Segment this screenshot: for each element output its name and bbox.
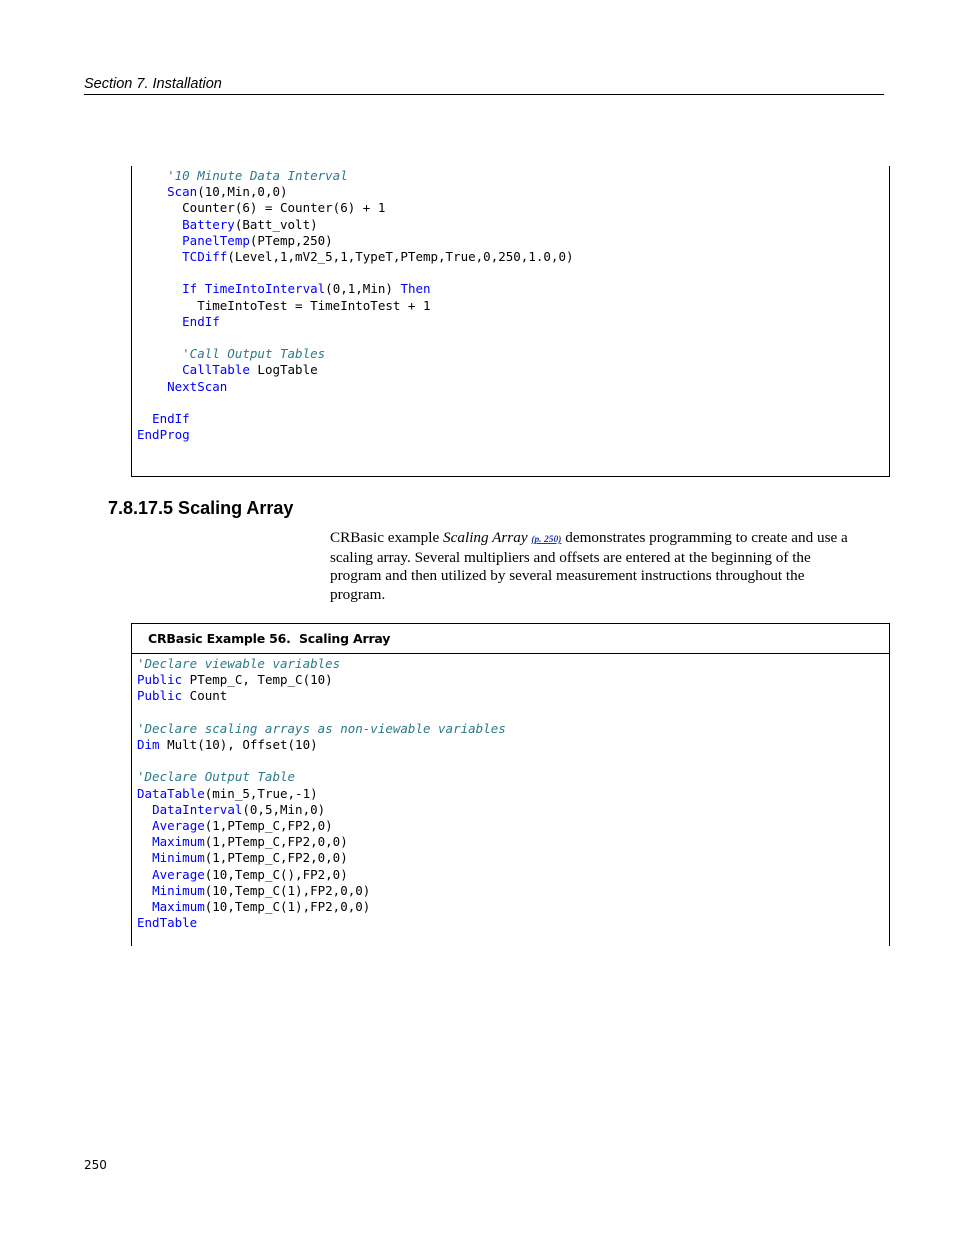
code-line <box>137 899 370 914</box>
code-line <box>137 200 385 215</box>
code-text <box>137 411 152 426</box>
code-line <box>137 721 506 736</box>
code-keyword: EndProg <box>137 427 190 443</box>
example-number: CRBasic Example 56. <box>148 631 291 646</box>
example-name: Scaling Array <box>299 631 391 646</box>
code-text <box>137 834 152 849</box>
code-text <box>137 899 152 914</box>
code-line <box>137 168 348 183</box>
example-reference-title[interactable]: Scaling Array <box>443 529 528 546</box>
code-text <box>137 281 182 296</box>
code-text: (10,Temp_C(1),FP2,0,0) <box>204 899 371 915</box>
code-keyword: DataInterval <box>152 801 243 817</box>
code-keyword: Dim <box>137 737 160 753</box>
code-text <box>137 867 152 882</box>
code-text: (PTemp,250) <box>249 232 333 248</box>
code-text <box>137 314 182 329</box>
code-keyword: NextScan <box>167 378 228 394</box>
code-keyword: Scan <box>167 184 198 200</box>
section-header: Section 7. Installation <box>84 76 884 95</box>
code-keyword: EndIf <box>182 313 220 329</box>
code-text <box>137 233 182 248</box>
code-line <box>137 850 348 865</box>
code-text <box>197 281 205 296</box>
code-comment: 'Declare scaling arrays as non-viewable variables <box>137 720 506 736</box>
code-keyword: Maximum <box>152 834 205 850</box>
code-text: (10,Temp_C(1),FP2,0,0) <box>204 882 371 898</box>
code-text <box>137 818 152 833</box>
code-text: TimeIntoTest = TimeIntoTest + 1 <box>137 297 431 313</box>
code-text <box>137 217 182 232</box>
code-listing <box>132 166 889 443</box>
code-keyword: PanelTemp <box>182 232 250 248</box>
code-comment: 'Declare viewable variables <box>137 656 341 671</box>
code-keyword: Minimum <box>152 850 205 866</box>
code-line <box>137 314 220 329</box>
code-line <box>137 672 333 687</box>
code-line <box>137 249 574 264</box>
code-text: (1,PTemp_C,FP2,0,0) <box>204 834 348 850</box>
code-keyword: Minimum <box>152 882 205 898</box>
code-keyword: Maximum <box>152 899 205 915</box>
code-text: (1,PTemp_C,FP2,0,0) <box>204 850 348 866</box>
code-line <box>137 883 370 898</box>
code-keyword: Average <box>152 818 205 834</box>
paragraph-text-after: demonstrates programming to create and use a scaling array. Several multipliers and offsets are entered at the beginning of the program and then utilized by several measurement instructions throughout the program. <box>330 529 848 603</box>
code-keyword: DataTable <box>137 785 205 801</box>
code-text: (min_5,True,-1) <box>204 785 318 801</box>
code-line <box>137 786 318 801</box>
code-line <box>137 379 227 394</box>
code-text: (10,Min,0,0) <box>197 184 288 200</box>
example-title <box>132 624 889 654</box>
code-text <box>137 249 182 264</box>
code-text: (1,PTemp_C,FP2,0) <box>204 818 333 834</box>
code-keyword: Public <box>137 672 183 688</box>
code-comment: 'Call Output Tables <box>182 346 326 362</box>
code-text: (Level,1,mV2_5,1,TypeT,PTemp,True,0,250,1.0,0) <box>227 249 574 265</box>
code-line <box>137 915 197 930</box>
code-line <box>137 217 318 232</box>
code-line <box>137 867 348 882</box>
code-keyword: TCDiff <box>182 249 228 265</box>
code-line <box>137 737 318 752</box>
code-keyword: Then <box>400 281 431 297</box>
code-text: LogTable <box>249 362 318 378</box>
code-line <box>137 818 333 833</box>
code-text: Counter(6) = Counter(6) + 1 <box>137 200 386 216</box>
code-keyword: TimeIntoInterval <box>204 281 326 297</box>
code-line <box>137 362 318 377</box>
code-line <box>137 656 340 671</box>
code-text: (0,1,Min) <box>325 281 401 297</box>
section-heading: 7.8.17.5 Scaling Array <box>108 498 294 518</box>
intro-paragraph <box>330 529 850 604</box>
paragraph-text-before: CRBasic example <box>330 529 444 546</box>
page-reference-link[interactable]: (p. 250) <box>531 535 562 545</box>
code-text <box>137 883 152 898</box>
code-text: Count <box>182 688 228 704</box>
code-line <box>137 184 288 199</box>
code-text <box>137 379 167 394</box>
code-line <box>137 802 325 817</box>
code-text <box>137 168 167 183</box>
code-keyword: Public <box>137 688 183 704</box>
code-keyword: CallTable <box>182 362 250 378</box>
code-line <box>137 427 190 442</box>
code-comment: 'Declare Output Table <box>137 769 296 785</box>
code-line <box>137 233 333 248</box>
code-block-continued <box>131 166 890 477</box>
code-line <box>137 298 431 313</box>
code-text: PTemp_C, Temp_C(10) <box>182 672 333 688</box>
code-line <box>137 834 348 849</box>
code-keyword: EndIf <box>152 411 190 427</box>
crbasic-example-box <box>131 623 890 946</box>
code-line <box>137 346 325 361</box>
code-line <box>137 769 295 784</box>
code-text: (10,Temp_C(),FP2,0) <box>204 866 348 882</box>
code-comment: '10 Minute Data Interval <box>167 168 348 183</box>
code-text: (Batt_volt) <box>234 216 318 232</box>
code-line <box>137 411 190 426</box>
code-listing <box>132 654 889 931</box>
code-text <box>137 184 167 199</box>
code-keyword: Battery <box>182 216 235 232</box>
code-text: (0,5,Min,0) <box>242 801 326 817</box>
code-keyword: If <box>182 281 198 297</box>
code-text <box>137 802 152 817</box>
code-line <box>137 688 227 703</box>
code-text <box>137 346 182 361</box>
page-number: 250 <box>84 1158 107 1172</box>
code-text <box>137 850 152 865</box>
code-keyword: Average <box>152 866 205 882</box>
code-text: Mult(10), Offset(10) <box>159 737 318 753</box>
code-text <box>137 362 182 377</box>
code-keyword: EndTable <box>137 915 198 931</box>
code-line <box>137 281 431 296</box>
